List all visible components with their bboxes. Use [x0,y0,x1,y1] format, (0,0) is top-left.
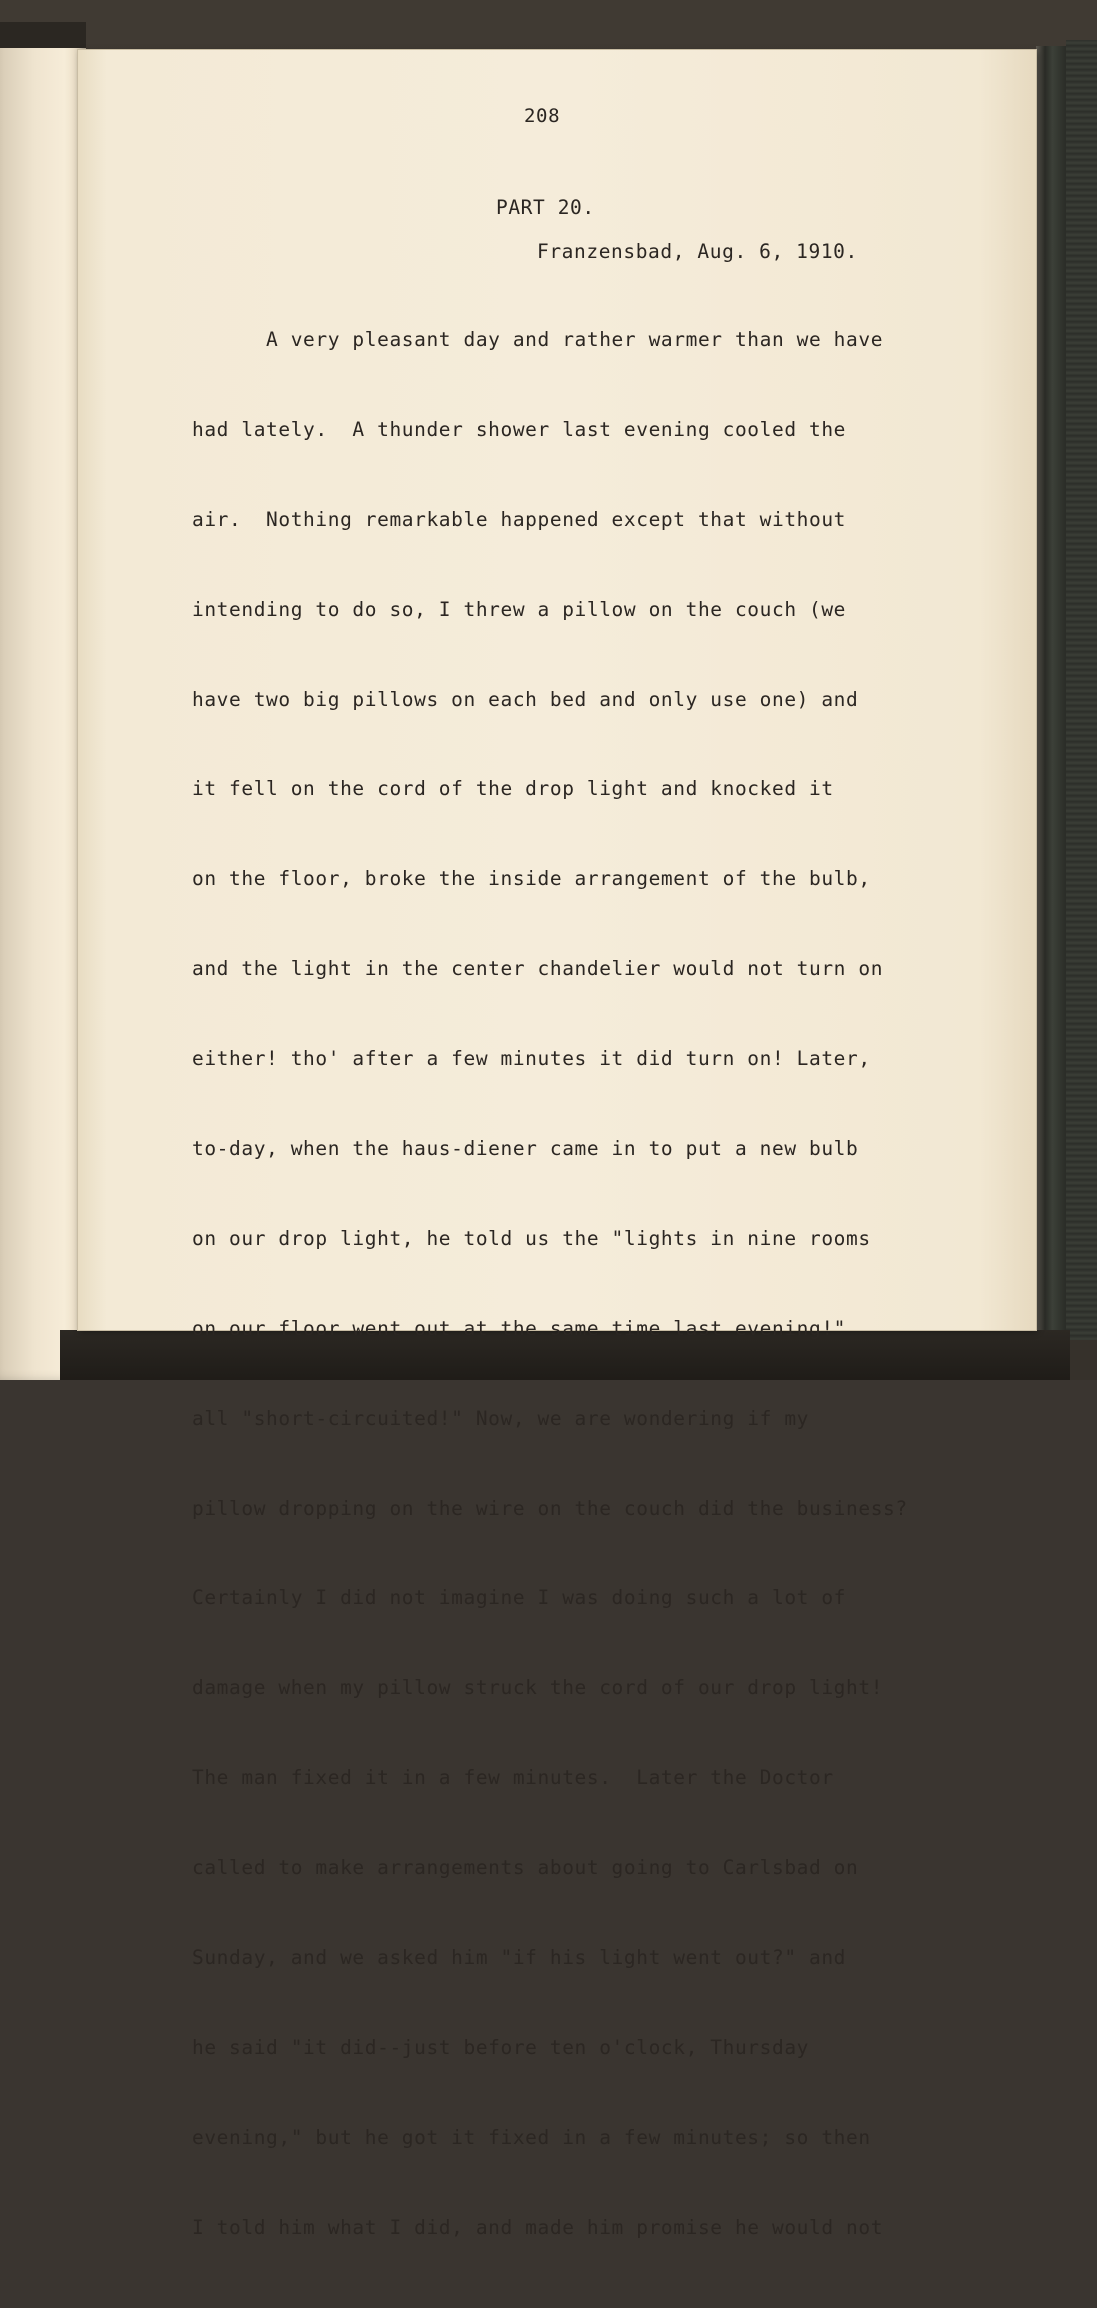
text-line: Certainly I did not imagine I was doing such a lot of [192,1586,847,1610]
text-line: damage when my pillow struck the cord of our drop light! [192,1676,884,1700]
book-binding [1066,40,1097,1340]
text-line: to-day, when the haus-diener came in to put a new bulb [192,1137,859,1161]
text-line: on our drop light, he told us the "lights in nine rooms [192,1226,871,1250]
text-line: and the light in the center chandelier would not turn on [192,957,884,981]
text-line: have two big pillows on each bed and only use one) and [192,687,859,711]
text-line: A very pleasant day and rather warmer than we have [192,328,884,351]
text-line: air. Nothing remarkable happened except that without [192,507,847,531]
text-line: The man fixed it in a few minutes. Later the Doctor [192,1766,834,1790]
text-line: had lately. A thunder shower last evening cooled the [192,417,847,441]
page-number: 208 [524,105,561,127]
cover-edge [0,22,86,48]
dateline: Franzensbad, Aug. 6, 1910. [537,240,858,263]
text-line: he said "it did--just before ten o'clock, Thursday [192,2035,809,2059]
text-line: Sunday, and we asked him "if his light went out?" and [192,1946,847,1970]
text-line: on the floor, broke the inside arrangement of the bulb, [192,867,871,891]
body-text [192,284,972,2308]
facing-page-edge [0,22,86,1380]
text-line: either! tho' after a few minutes it did turn on! Later, [192,1047,871,1071]
text-line: it fell on the cord of the drop light and knocked it [192,777,834,801]
page-edge-shadow [1036,46,1066,1336]
part-heading: PART 20. [496,196,595,219]
text-line: evening," but he got it fixed in a few minutes; so then [192,2125,871,2149]
text-line: on our floor went out at the same time last evening!" [192,1316,847,1340]
text-line: pillow dropping on the wire on the couch did the business? [192,1496,908,1520]
text-line: I told him what I did, and made him promise he would not [192,2215,884,2239]
text-line: called to make arrangements about going to Carlsbad on [192,1856,859,1880]
text-line: all "short-circuited!" Now, we are wondering if my [192,1406,809,1430]
text-line: intending to do so, I threw a pillow on the couch (we [192,597,847,621]
